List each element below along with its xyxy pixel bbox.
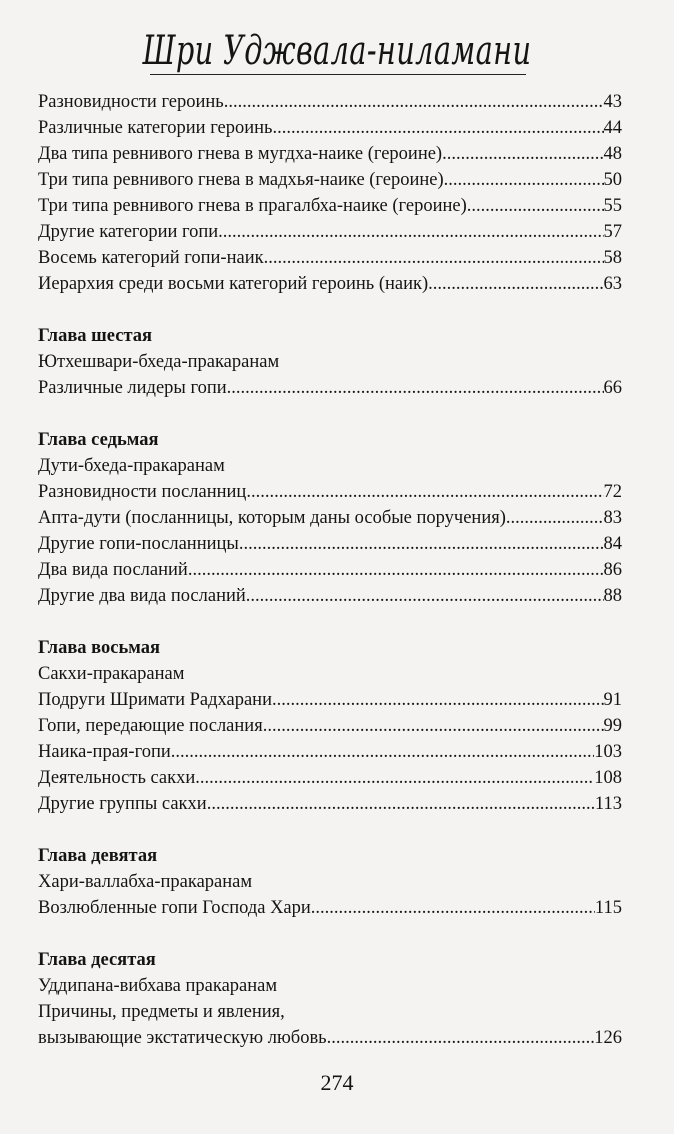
- toc-entry-page: 103: [594, 742, 622, 762]
- toc-entry: [38, 92, 622, 118]
- dot-leader: [467, 196, 604, 217]
- toc-entry-page: 88: [603, 586, 622, 606]
- toc-entry-title: Деятельность сакхи: [38, 768, 196, 788]
- dot-leader: [239, 534, 604, 555]
- toc-entry-title: Восемь категорий гопи-наик: [38, 248, 264, 268]
- toc-entry: [38, 1028, 622, 1054]
- dot-leader: [246, 482, 603, 503]
- toc-entry: [38, 560, 622, 586]
- toc-entry: [38, 248, 622, 274]
- toc-entry-title: Разновидности посланниц: [38, 482, 247, 502]
- toc-entry-title: Другие группы сакхи: [38, 794, 207, 814]
- dot-leader: [444, 170, 604, 191]
- toc-entry: [38, 222, 622, 248]
- section-heading: Дути-бхеда-пракаранам: [38, 456, 225, 476]
- section-heading: Причины, предметы и явления,: [38, 1002, 285, 1022]
- header-rule: [150, 74, 526, 75]
- toc-entry: [38, 690, 622, 716]
- dot-leader: [227, 378, 604, 399]
- toc-entry: [38, 508, 622, 534]
- toc-entry: [38, 170, 622, 196]
- toc-entry-page: 84: [603, 534, 622, 554]
- dot-leader: [224, 92, 604, 113]
- toc-entry-page: 44: [603, 118, 622, 138]
- toc-entry: [38, 586, 622, 612]
- toc-entry-page: 72: [603, 482, 622, 502]
- dot-leader: [506, 508, 604, 529]
- toc-entry-title: Два типа ревнивого гнева в мугдха-наике (героине): [38, 144, 443, 164]
- toc-entry-title: Подруги Шримати Радхарани: [38, 690, 272, 710]
- toc-entry-page: 55: [603, 196, 622, 216]
- dot-leader: [207, 794, 595, 815]
- toc-entry-page: 48: [603, 144, 622, 164]
- dot-leader: [327, 1028, 595, 1049]
- section-heading: Сакхи-пракаранам: [38, 664, 185, 684]
- toc-entry: [38, 378, 622, 404]
- toc-entry-title: Иерархия среди восьми категорий героинь (наик): [38, 274, 429, 294]
- toc-entry-title: Апта-дути (посланницы, которым даны особые поручения): [38, 508, 506, 528]
- toc-entry-title: вызывающие экстатическую любовь: [38, 1028, 327, 1048]
- toc-entry-page: 86: [603, 560, 622, 580]
- toc-entry-title: Два вида посланий: [38, 560, 188, 580]
- section-heading: Хари-валлабха-пракаранам: [38, 872, 253, 892]
- dot-leader: [273, 118, 604, 139]
- toc-entry-page: 126: [594, 1028, 622, 1048]
- dot-leader: [263, 716, 604, 737]
- toc-entry-title: Гопи, передающие послания: [38, 716, 263, 736]
- toc-entry: [38, 742, 622, 768]
- chapter-heading: Глава восьмая: [38, 638, 161, 658]
- running-header-title: Шри Уджвала-ниламани: [142, 28, 532, 74]
- toc-entry: [38, 534, 622, 560]
- toc-entry-page: 99: [603, 716, 622, 736]
- toc-entry-title: Возлюбленные гопи Господа Хари: [38, 898, 311, 918]
- toc-entry-title: Разновидности героинь: [38, 92, 224, 112]
- chapter-heading: Глава седьмая: [38, 430, 159, 450]
- chapter-heading: Глава шестая: [38, 326, 153, 346]
- dot-leader: [171, 742, 594, 763]
- toc-entry: [38, 794, 622, 820]
- page-number: 274: [320, 1070, 354, 1095]
- toc-entry: [38, 482, 622, 508]
- toc-entry: [38, 118, 622, 144]
- toc-entry-title: Наика-прая-гопи: [38, 742, 171, 762]
- toc-entry-page: 91: [603, 690, 622, 710]
- dot-leader: [272, 690, 604, 711]
- toc-entry-title: Различные категории героинь: [38, 118, 273, 138]
- toc-entry-page: 43: [603, 92, 622, 112]
- toc-entry-page: 108: [594, 768, 622, 788]
- dot-leader: [188, 560, 604, 581]
- dot-leader: [246, 586, 604, 607]
- dot-leader: [195, 768, 594, 789]
- toc-entry: [38, 144, 622, 170]
- dot-leader: [311, 898, 595, 919]
- toc-entry-page: 63: [603, 274, 622, 294]
- toc-entry-title: Три типа ревнивого гнева в мадхья-наике (героине): [38, 170, 444, 190]
- toc-entry-title: Различные лидеры гопи: [38, 378, 227, 398]
- toc-entry-page: 58: [603, 248, 622, 268]
- toc-entry-page: 50: [603, 170, 622, 190]
- dot-leader: [218, 222, 603, 243]
- dot-leader: [442, 144, 603, 165]
- toc-entry: [38, 768, 622, 794]
- chapter-heading: Глава девятая: [38, 846, 158, 866]
- toc-entry: [38, 898, 622, 924]
- toc-entry-title: Три типа ревнивого гнева в прагалбха-наике (героине): [38, 196, 467, 216]
- toc-entry-title: Другие два вида посланий: [38, 586, 246, 606]
- toc-entry: [38, 274, 622, 300]
- toc-entry-title: Другие категории гопи: [38, 222, 219, 242]
- toc-entry-page: 83: [603, 508, 622, 528]
- toc-entry-page: 57: [603, 222, 622, 242]
- toc-entry: [38, 716, 622, 742]
- section-heading: Ютхешвари-бхеда-пракаранам: [38, 352, 280, 372]
- toc-entry-page: 113: [594, 794, 622, 814]
- toc-entry-page: 115: [594, 898, 622, 918]
- dot-leader: [428, 274, 603, 295]
- section-heading: Уддипана-вибхава пракаранам: [38, 976, 278, 996]
- toc-entry-page: 66: [603, 378, 622, 398]
- toc-entry: [38, 196, 622, 222]
- toc-entry-title: Другие гопи-посланницы: [38, 534, 239, 554]
- dot-leader: [264, 248, 604, 269]
- chapter-heading: Глава десятая: [38, 950, 156, 970]
